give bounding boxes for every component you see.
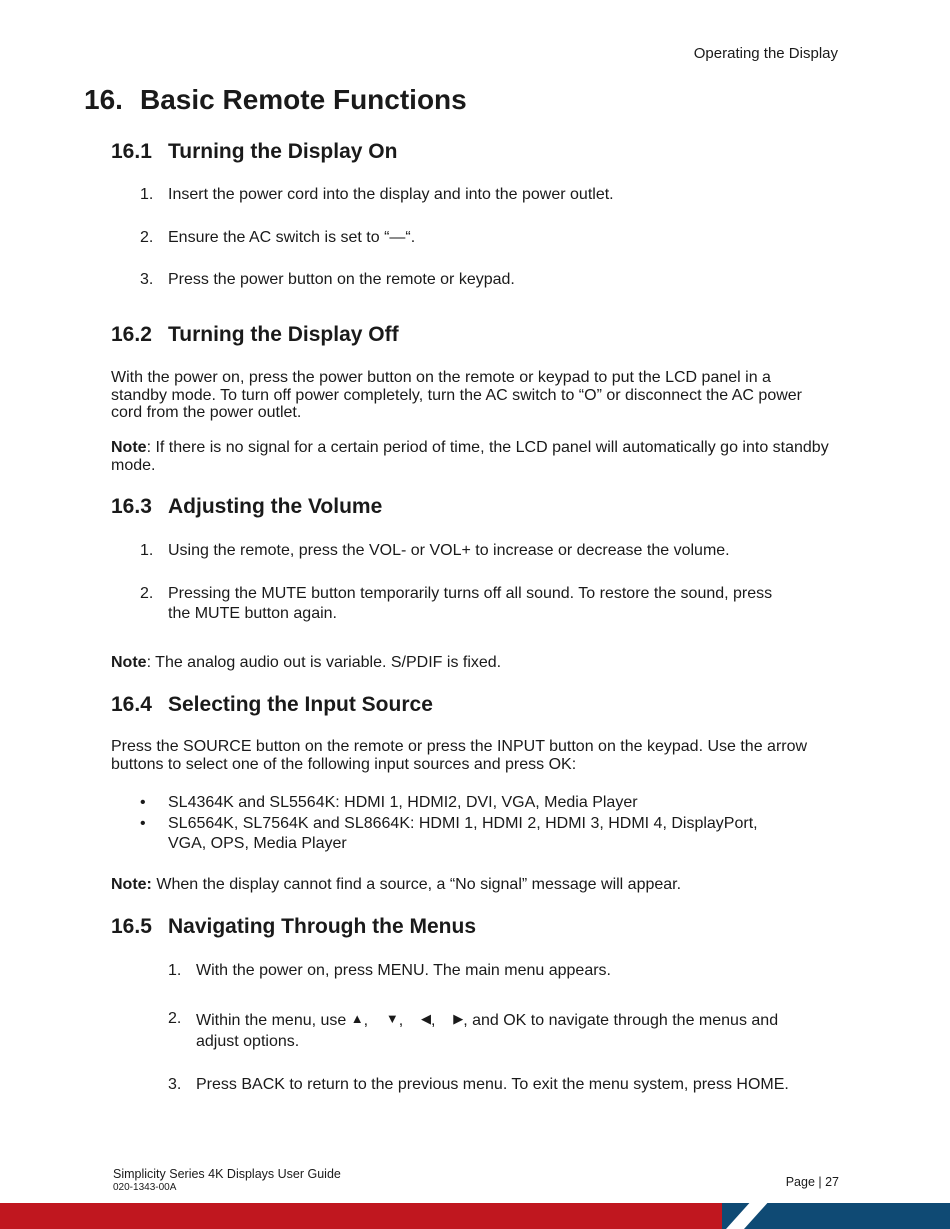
list-item: 2. Pressing the MUTE button temporarily turns off all sound. To restore the sound, press xyxy=(140,585,773,602)
section-heading-16-5: 16.5 Navigating Through the Menus xyxy=(111,915,476,938)
footer-left xyxy=(113,1167,341,1193)
arrow-down-icon: ▼ xyxy=(385,1011,399,1026)
running-head: Operating the Display xyxy=(693,45,838,62)
list-item-continuation: the MUTE button again. xyxy=(168,605,337,622)
paragraph: With the power on, press the power button on the remote or keypad to put the LCD panel in a standby mode. To turn off power completely, turn the AC switch to “O” or disconnect the AC power cord from the power outlet. xyxy=(111,369,803,421)
list-item: 3. Press BACK to return to the previous menu. To exit the menu system, press HOME. xyxy=(168,1076,789,1093)
note-label: Note xyxy=(111,439,147,456)
footer-doc-title: Simplicity Series 4K Displays User Guide xyxy=(113,1167,341,1181)
section-heading-16-4: 16.4 Selecting the Input Source xyxy=(111,693,433,716)
chapter-number: 16. xyxy=(84,84,123,115)
list-item: 1. Insert the power cord into the display and into the power outlet. xyxy=(140,186,614,203)
bullet-glyph: • xyxy=(140,794,146,811)
list-item: 1. With the power on, press MENU. The main menu appears. xyxy=(168,962,611,979)
list-item: 3. Press the power button on the remote or keypad. xyxy=(140,271,515,288)
list-item: 1. Using the remote, press the VOL- or VOL+ to increase or decrease the volume. xyxy=(140,542,730,559)
bullet-item: • SL4364K and SL5564K: HDMI 1, HDMI2, DVI, VGA, Media Player xyxy=(140,794,638,811)
note-label: Note: xyxy=(111,876,152,893)
bullet-item-continuation: VGA, OPS, Media Player xyxy=(168,835,347,852)
bullet-item: • SL6564K, SL7564K and SL8664K: HDMI 1, HDMI 2, HDMI 3, HDMI 4, DisplayPort, xyxy=(140,815,758,832)
arrow-up-icon: ▲ xyxy=(350,1011,364,1026)
paragraph: Press the SOURCE button on the remote or press the INPUT button on the keypad. Use the arrow buttons to select one of the following input sources and press OK: xyxy=(111,738,808,773)
note-paragraph: Note: When the display cannot find a source, a “No signal” message will appear. xyxy=(111,876,682,893)
chapter-title-text: Basic Remote Functions xyxy=(140,84,467,115)
page-number: Page | 27 xyxy=(785,1175,839,1189)
section-heading-16-2: 16.2 Turning the Display Off xyxy=(111,323,399,346)
footer-doc-code: 020-1343-00A xyxy=(113,1182,177,1193)
note-label: Note xyxy=(111,654,147,671)
note-paragraph: Note: If there is no signal for a certain period of time, the LCD panel will automatically go into standby mode. xyxy=(111,439,829,474)
chapter-title xyxy=(84,84,467,116)
section-heading-16-3: 16.3 Adjusting the Volume xyxy=(111,495,383,518)
arrow-left-icon: ◀ xyxy=(420,1011,431,1026)
arrow-right-icon: ▶ xyxy=(453,1011,464,1026)
list-item: 2. Within the menu, use ▲, ▼, ◀, ▶, and OK to navigate through the menus and xyxy=(168,1010,779,1029)
list-item: 2. Ensure the AC switch is set to “—“. xyxy=(140,229,416,246)
bullet-glyph: • xyxy=(140,815,146,832)
list-item-continuation: adjust options. xyxy=(196,1033,300,1050)
section-heading-16-1: 16.1 Turning the Display On xyxy=(111,140,398,163)
note-paragraph: Note: The analog audio out is variable. S/PDIF is fixed. xyxy=(111,654,502,671)
